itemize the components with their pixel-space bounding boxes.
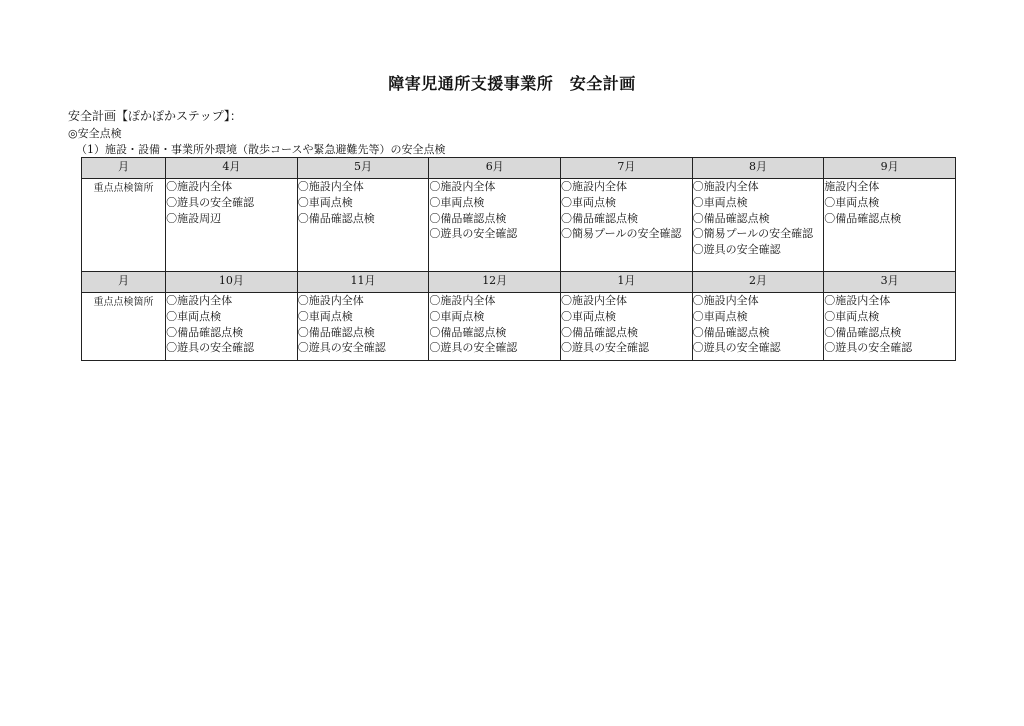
check-item: 〇車両点検 — [297, 309, 353, 323]
safety-check-table — [81, 157, 956, 361]
check-items-row — [82, 293, 956, 361]
first-half-body — [82, 158, 956, 272]
check-item: 〇施設内全体 — [429, 180, 496, 193]
check-item: 〇遊具の安全確認 — [166, 195, 255, 209]
items-cell — [824, 179, 956, 272]
month-cell: 12月 — [429, 272, 561, 293]
month-cell: 9月 — [824, 158, 956, 179]
check-item: 〇車両点検 — [429, 309, 485, 323]
items-cell — [429, 293, 561, 361]
check-item: 〇車両点検 — [561, 195, 617, 209]
month-cell: 11月 — [297, 272, 429, 293]
check-item: 〇簡易プールの安全確認 — [561, 227, 682, 241]
row-label-cell: 重点点検箇所 — [82, 293, 166, 361]
check-item: 〇施設内全体 — [297, 294, 364, 307]
check-item: 〇備品確認点検 — [561, 211, 639, 225]
check-item: 〇遊具の安全確認 — [166, 341, 255, 355]
check-item: 〇施設内全体 — [561, 294, 628, 307]
check-item: 施設内全体 — [824, 180, 880, 193]
check-item: 〇車両点検 — [429, 195, 485, 209]
check-item: 〇遊具の安全確認 — [429, 341, 518, 355]
check-item: 〇施設内全体 — [166, 294, 233, 307]
check-item: 〇備品確認点検 — [429, 325, 507, 339]
check-item: 〇遊具の安全確認 — [297, 341, 386, 355]
check-item: 〇車両点検 — [824, 309, 880, 323]
month-cell: 8月 — [692, 158, 824, 179]
check-item: 〇備品確認点検 — [166, 325, 244, 339]
check-item: 〇車両点検 — [692, 309, 748, 323]
month-header-cell: 月 — [82, 272, 166, 293]
check-item: 〇遊具の安全確認 — [692, 243, 781, 257]
items-cell — [824, 293, 956, 361]
month-header-row — [82, 158, 956, 179]
subsection-heading: （1）施設・設備・事業所外環境（散歩コースや緊急避難先等）の安全点検 — [76, 143, 446, 156]
plan-label: 安全計画【ぽかぽかステップ】： — [68, 109, 242, 123]
check-item: 〇車両点検 — [297, 195, 353, 209]
month-header-row — [82, 272, 956, 293]
items-cell — [297, 293, 429, 361]
check-item: 〇備品確認点検 — [297, 325, 375, 339]
check-item: 〇施設内全体 — [166, 180, 233, 193]
check-item: 〇備品確認点検 — [297, 211, 375, 225]
check-item: 〇遊具の安全確認 — [561, 341, 650, 355]
check-item: 〇施設内全体 — [561, 180, 628, 193]
document-title: 障害児通所支援事業所 安全計画 — [388, 74, 636, 93]
check-item: 〇遊具の安全確認 — [429, 227, 518, 241]
check-item: 〇施設内全体 — [692, 294, 759, 307]
check-item: 〇車両点検 — [824, 195, 880, 209]
check-item: 〇施設内全体 — [692, 180, 759, 193]
month-cell: 1月 — [561, 272, 693, 293]
items-cell — [297, 179, 429, 272]
items-cell — [429, 179, 561, 272]
check-items-row — [82, 179, 956, 272]
second-half-body — [82, 272, 956, 361]
row-label-cell: 重点点検箇所 — [82, 179, 166, 272]
items-cell — [166, 179, 298, 272]
check-item: 〇備品確認点検 — [429, 211, 507, 225]
check-item: 〇施設内全体 — [429, 294, 496, 307]
items-cell — [692, 293, 824, 361]
month-cell: 2月 — [692, 272, 824, 293]
check-item: 〇備品確認点検 — [692, 325, 770, 339]
month-header-cell: 月 — [82, 158, 166, 179]
month-cell: 5月 — [297, 158, 429, 179]
check-item: 〇施設内全体 — [824, 294, 891, 307]
check-item: 〇車両点検 — [561, 309, 617, 323]
check-item: 〇備品確認点検 — [692, 211, 770, 225]
items-cell — [692, 179, 824, 272]
section-heading: ◎安全点検 — [68, 127, 122, 140]
items-cell — [166, 293, 298, 361]
check-item: 〇遊具の安全確認 — [692, 341, 781, 355]
items-cell — [561, 293, 693, 361]
check-item: 〇遊具の安全確認 — [824, 341, 913, 355]
month-cell: 7月 — [561, 158, 693, 179]
check-item: 〇車両点検 — [166, 309, 222, 323]
month-cell: 6月 — [429, 158, 561, 179]
check-item: 〇車両点検 — [692, 195, 748, 209]
items-cell — [561, 179, 693, 272]
check-item: 〇施設内全体 — [297, 180, 364, 193]
check-item: 〇備品確認点検 — [824, 325, 902, 339]
month-cell: 4月 — [166, 158, 298, 179]
check-item: 〇簡易プールの安全確認 — [692, 227, 814, 241]
month-cell: 10月 — [166, 272, 298, 293]
check-item: 〇備品確認点検 — [561, 325, 639, 339]
check-item: 〇備品確認点検 — [824, 211, 902, 225]
month-cell: 3月 — [824, 272, 956, 293]
check-item: 〇施設周辺 — [166, 211, 222, 225]
